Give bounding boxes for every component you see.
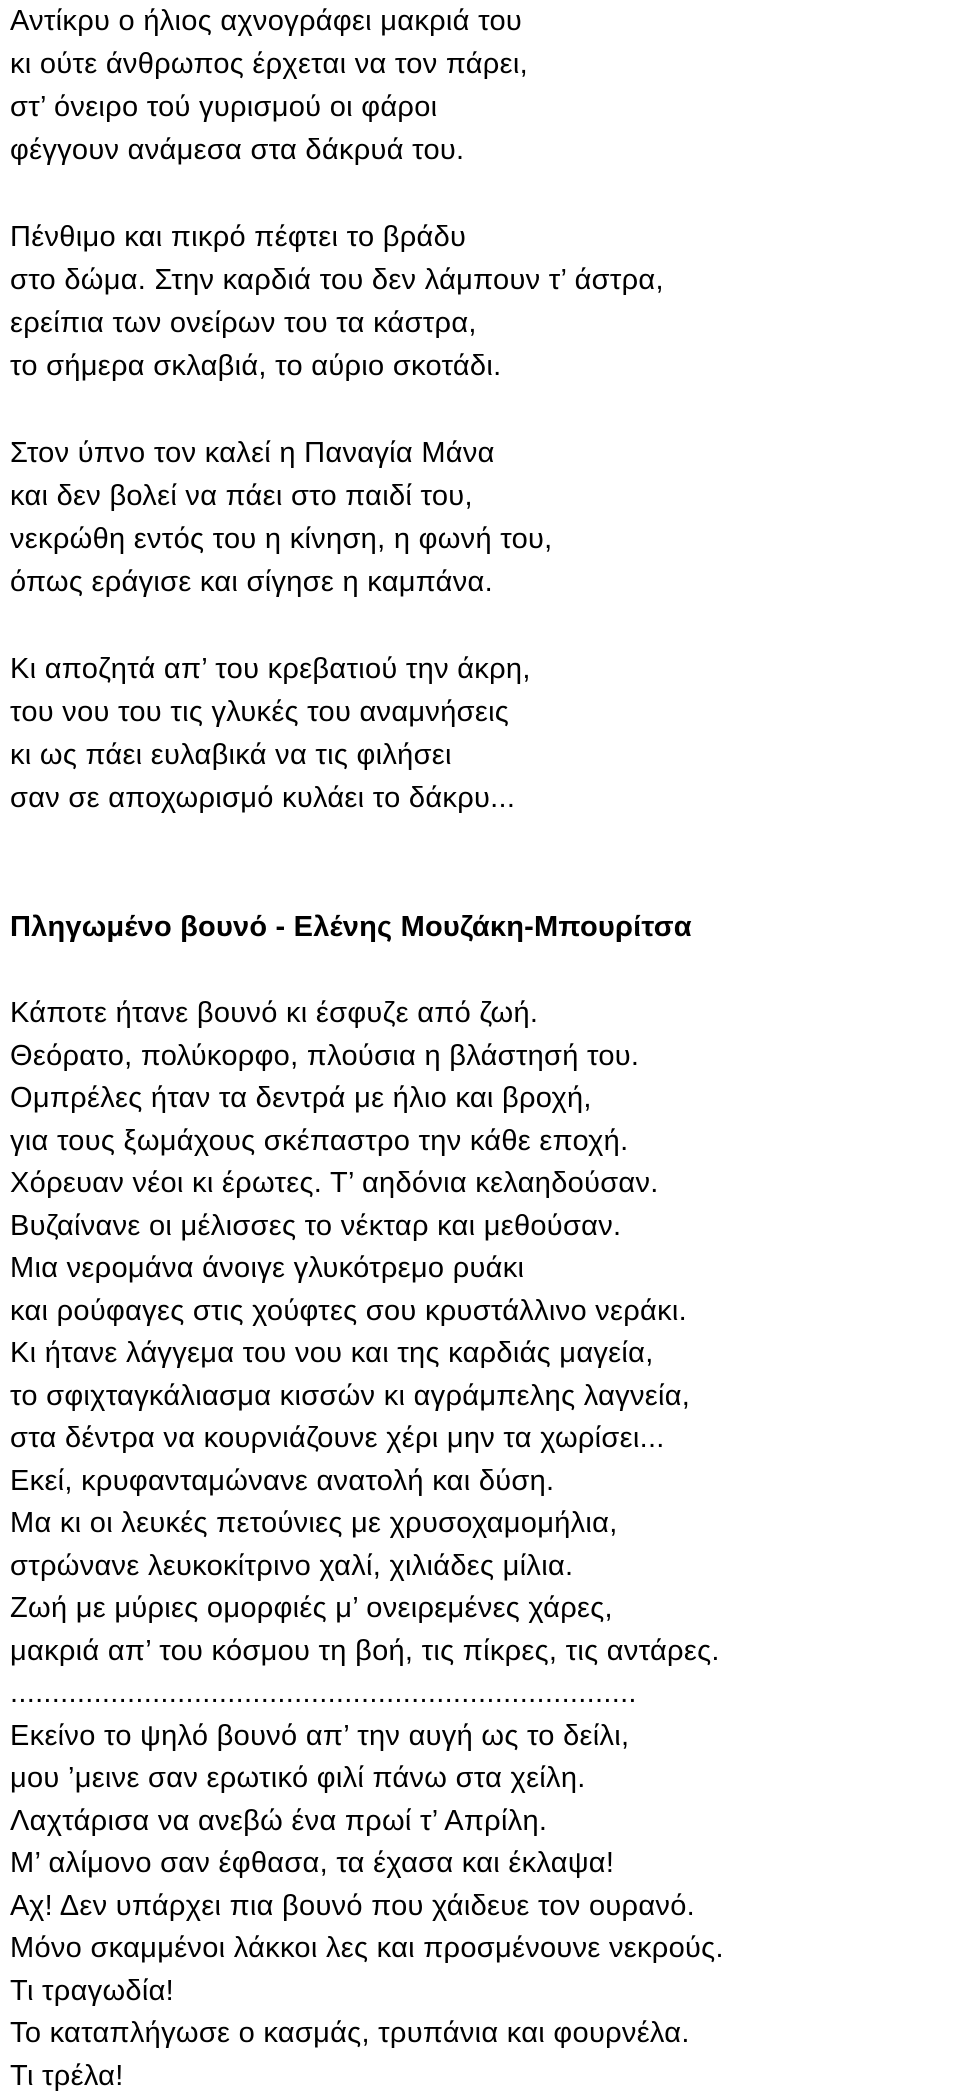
document-page xyxy=(10,0,955,2097)
poem-line: και ρούφαγες στις χούφτες σου κρυστάλλινο νεράκι. xyxy=(10,1290,955,1333)
poem-line: Τι τρέλα! xyxy=(10,2055,955,2097)
poem-title: Πληγωμένο βουνό - Ελένης Μουζάκη-Μπουρίτσα xyxy=(10,906,955,949)
poem-line: νεκρώθη εντός του η κίνηση, η φωνή του, xyxy=(10,518,955,561)
ellipsis-divider: ........................................................................... xyxy=(10,1672,955,1715)
poem-line: Ομπρέλες ήταν τα δεντρά με ήλιο και βροχή, xyxy=(10,1077,955,1120)
stanza-spacer xyxy=(10,172,955,216)
stanza-2 xyxy=(10,216,955,388)
title-spacer xyxy=(10,949,955,992)
section-spacer xyxy=(10,820,955,906)
poem-body xyxy=(10,992,955,2097)
stanza-3 xyxy=(10,432,955,604)
poem-line: Μια νερομάνα άνοιγε γλυκότρεμο ρυάκι xyxy=(10,1247,955,1290)
poem-line: Θεόρατο, πολύκορφο, πλούσια η βλάστησή του. xyxy=(10,1035,955,1078)
poem-line: Εκεί, κρυφανταμώνανε ανατολή και δύση. xyxy=(10,1460,955,1503)
poem-line: Αχ! Δεν υπάρχει πια βουνό που χάιδευε τον ουρανό. xyxy=(10,1885,955,1928)
stanza-1 xyxy=(10,0,955,172)
poem-line: ερείπια των ονείρων του τα κάστρα, xyxy=(10,302,955,345)
poem-line: το σήμερα σκλαβιά, το αύριο σκοτάδι. xyxy=(10,345,955,388)
poem-line: Εκείνο το ψηλό βουνό απ’ την αυγή ως το δείλι, xyxy=(10,1715,955,1758)
poem-line: στ’ όνειρο τού γυρισμού οι φάροι xyxy=(10,86,955,129)
poem-line: μακριά απ’ του κόσμου τη βοή, τις πίκρες, τις αντάρες. xyxy=(10,1630,955,1673)
poem-line: Μ’ αλίμονο σαν έφθασα, τα έχασα και έκλαψα! xyxy=(10,1842,955,1885)
poem-line: μου ’μεινε σαν ερωτικό φιλί πάνω στα χείλη. xyxy=(10,1757,955,1800)
poem-line: Κι αποζητά απ’ του κρεβατιού την άκρη, xyxy=(10,648,955,691)
stanza-4 xyxy=(10,648,955,820)
poem-line: και δεν βολεί να πάει στο παιδί του, xyxy=(10,475,955,518)
poem-line: Χόρευαν νέοι κι έρωτες. Τ’ αηδόνια κελαηδούσαν. xyxy=(10,1162,955,1205)
poem-line: σαν σε αποχωρισμό κυλάει το δάκρυ... xyxy=(10,777,955,820)
poem-line: Κι ήτανε λάγγεμα του νου και της καρδιάς μαγεία, xyxy=(10,1332,955,1375)
poem-line: Στον ύπνο τον καλεί η Παναγία Μάνα xyxy=(10,432,955,475)
stanza-spacer xyxy=(10,388,955,432)
poem-line: για τους ξωμάχους σκέπαστρο την κάθε εποχή. xyxy=(10,1120,955,1163)
poem-line: στρώνανε λευκοκίτρινο χαλί, χιλιάδες μίλια. xyxy=(10,1545,955,1588)
poem-line: Λαχτάρισα να ανεβώ ένα πρωί τ’ Απρίλη. xyxy=(10,1800,955,1843)
poem-line: Το καταπλήγωσε ο κασμάς, τρυπάνια και φουρνέλα. xyxy=(10,2012,955,2055)
poem-line: φέγγουν ανάμεσα στα δάκρυά του. xyxy=(10,129,955,172)
poem-line: Κάποτε ήτανε βουνό κι έσφυζε από ζωή. xyxy=(10,992,955,1035)
poem-line: το σφιχταγκάλιασμα κισσών κι αγράμπελης λαγνεία, xyxy=(10,1375,955,1418)
poem-line: Μόνο σκαμμένοι λάκκοι λες και προσμένουνε νεκρούς. xyxy=(10,1927,955,1970)
poem-line: όπως εράγισε και σίγησε η καμπάνα. xyxy=(10,561,955,604)
poem-line: στο δώμα. Στην καρδιά του δεν λάμπουν τ’ άστρα, xyxy=(10,259,955,302)
poem-line: Ζωή με μύριες ομορφιές μ’ ονειρεμένες χάρες, xyxy=(10,1587,955,1630)
stanza-spacer xyxy=(10,604,955,648)
poem-line: Τι τραγωδία! xyxy=(10,1970,955,2013)
poem-line: Μα κι οι λευκές πετούνιες με χρυσοχαμομήλια, xyxy=(10,1502,955,1545)
poem-line: του νου του τις γλυκές του αναμνήσεις xyxy=(10,691,955,734)
poem-line: κι ούτε άνθρωπος έρχεται να τον πάρει, xyxy=(10,43,955,86)
poem-line: κι ως πάει ευλαβικά να τις φιλήσει xyxy=(10,734,955,777)
poem-line: στα δέντρα να κουρνιάζουνε χέρι μην τα χωρίσει... xyxy=(10,1417,955,1460)
poem-line: Πένθιμο και πικρό πέφτει το βράδυ xyxy=(10,216,955,259)
poem-line: Βυζαίνανε οι μέλισσες το νέκταρ και μεθούσαν. xyxy=(10,1205,955,1248)
poem-line: Αντίκρυ ο ήλιος αχνογράφει μακριά του xyxy=(10,0,955,43)
